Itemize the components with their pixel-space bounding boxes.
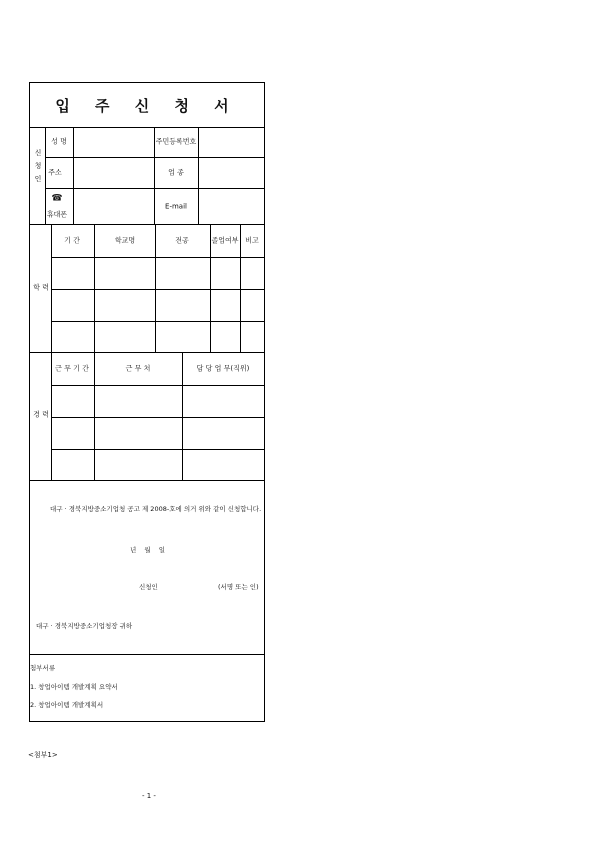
edu-col-remarks: 비고: [245, 236, 259, 245]
education-row[interactable]: [52, 258, 264, 289]
address-field[interactable]: [74, 158, 154, 188]
edu-col-major: 전공: [175, 236, 189, 245]
education-row[interactable]: [52, 290, 264, 321]
name-field[interactable]: [74, 128, 154, 157]
applicant-label: 신청인: [139, 583, 158, 591]
edu-col-graduated: 졸업여부: [211, 236, 239, 245]
divider: [30, 224, 264, 225]
career-col-duties: 담 당 업 무(직위): [196, 364, 250, 373]
career-section-label: 경 력: [33, 410, 49, 419]
career-col-period: 근 무 기 간: [55, 364, 89, 373]
divider: [30, 480, 264, 481]
application-form: [29, 82, 265, 722]
attachment-item: 1. 창업아이템 개발계획 요약서: [30, 683, 118, 691]
mobile-label: 휴대폰: [46, 210, 68, 219]
mobile-field[interactable]: [74, 189, 154, 224]
attachment-item: 2. 창업아이템 개발계획서: [30, 701, 104, 709]
page-number: - 1 -: [142, 792, 156, 800]
applicant-section-label: 신 청 인: [34, 149, 42, 183]
divider: [45, 127, 46, 224]
email-label: E-mail: [165, 202, 187, 211]
business-label: 업 종: [168, 168, 184, 177]
divider: [30, 352, 264, 353]
name-label: 성 명: [51, 137, 67, 146]
applicant-signature-field[interactable]: [165, 577, 215, 591]
rrn-label: 주민등록번호: [155, 137, 197, 146]
rrn-field[interactable]: [199, 128, 264, 157]
career-row[interactable]: [52, 386, 264, 417]
statement-text: 대구 · 경북지방중소기업청 공고 제 2008-호에 의거 위와 같이 신청합니다.: [50, 505, 262, 513]
form-title: 입 주 신 청 서: [55, 96, 239, 115]
attachments-header: 첨부서류: [30, 664, 56, 672]
phone-icon: ☎: [51, 193, 63, 204]
education-row[interactable]: [52, 322, 264, 352]
career-col-workplace: 근 무 처: [125, 364, 151, 373]
addressee: 대구 · 경북지방중소기업청장 귀하: [36, 622, 133, 630]
divider: [30, 654, 264, 655]
edu-col-school: 학교명: [114, 236, 136, 245]
email-field[interactable]: [199, 189, 264, 224]
sign-note: (서명 또는 인): [218, 583, 259, 591]
career-row[interactable]: [52, 450, 264, 480]
statement-date: 년 월 일: [130, 546, 165, 554]
edu-col-period: 기 간: [64, 236, 80, 245]
appendix-label: <첨부1>: [28, 751, 58, 759]
address-label: 주소: [48, 168, 62, 177]
education-section-label: 학 력: [33, 283, 49, 292]
career-row[interactable]: [52, 418, 264, 449]
business-field[interactable]: [199, 158, 264, 188]
